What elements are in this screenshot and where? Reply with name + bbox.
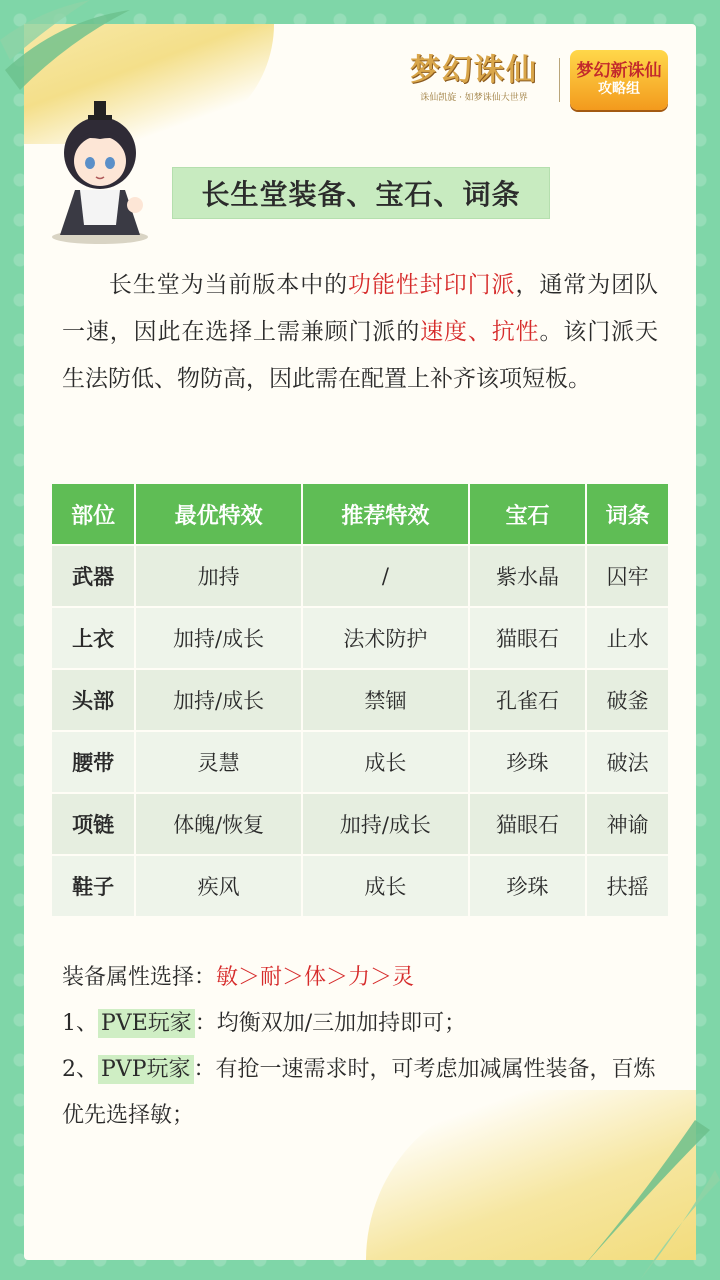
logo-area <box>399 45 668 115</box>
intro-highlight-1: 功能性封印门派 <box>348 272 516 298</box>
intro-text-2: ，通常为团队一速，因此在选择上需兼顾门派的 <box>62 272 659 345</box>
table-header-cell: 部位 <box>52 484 136 546</box>
table-header-cell: 推荐特效 <box>303 484 470 546</box>
logo-divider <box>559 58 560 102</box>
item-number: 2、 <box>62 1057 98 1082</box>
bamboo-leaf-icon <box>0 0 140 110</box>
intro-text-3: 。该门派天生法防低、物防高，因此需在配置上补齐该项短板。 <box>62 319 658 392</box>
table-cell: 加持/成长 <box>136 670 303 732</box>
intro-highlight-2: 速度、抗性 <box>420 319 540 345</box>
table-cell: / <box>303 546 470 608</box>
table-cell: 体魄/恢复 <box>136 794 303 856</box>
pvp-tag: PVP玩家 <box>98 1055 194 1084</box>
table-cell: 珍珠 <box>470 732 588 794</box>
game-logo <box>399 52 549 108</box>
table-cell: 猫眼石 <box>470 608 588 670</box>
table-header-row <box>52 484 668 546</box>
table-cell: 武器 <box>52 546 136 608</box>
guide-badge-line1: 梦幻新诛仙 <box>576 61 662 81</box>
game-logo-main: 梦幻诛仙 <box>410 53 538 88</box>
game-logo-sub: 诛仙凯旋 · 如梦诛仙大世界 <box>420 93 528 103</box>
table-cell: 法术防护 <box>303 608 470 670</box>
pve-tag: PVE玩家 <box>98 1009 195 1038</box>
table-cell: 鞋子 <box>52 856 136 918</box>
table-cell: 成长 <box>303 856 470 918</box>
equipment-table <box>52 484 668 918</box>
table-cell: 止水 <box>587 608 668 670</box>
table-header-cell: 词条 <box>587 484 668 546</box>
table-cell: 紫水晶 <box>470 546 588 608</box>
pvp-text: ：有抢一速需求时，可考虑加减属性装备，百炼优先选择敏； <box>62 1057 656 1128</box>
table-row <box>52 546 668 608</box>
table-header-cell: 宝石 <box>470 484 588 546</box>
table-cell: 上衣 <box>52 608 136 670</box>
table-cell: 破釜 <box>587 670 668 732</box>
guide-badge <box>570 50 668 110</box>
attribute-order: 敏＞耐＞体＞力＞灵 <box>216 965 415 990</box>
table-row <box>52 732 668 794</box>
attribute-item-pve <box>62 1001 662 1047</box>
table-cell: 疾风 <box>136 856 303 918</box>
guide-badge-line2: 攻略组 <box>598 81 640 97</box>
table-row <box>52 670 668 732</box>
table-cell: 神谕 <box>587 794 668 856</box>
table-row <box>52 794 668 856</box>
pve-text: ：均衡双加/三加加持即可； <box>194 1011 467 1036</box>
table-cell: 囚牢 <box>587 546 668 608</box>
table-cell: 珍珠 <box>470 856 588 918</box>
table-cell: 头部 <box>52 670 136 732</box>
table-cell: 灵慧 <box>136 732 303 794</box>
table-cell: 成长 <box>303 732 470 794</box>
attribute-priority-line <box>62 955 662 1001</box>
table-cell: 加持 <box>136 546 303 608</box>
table-cell: 加持/成长 <box>303 794 470 856</box>
table-cell: 孔雀石 <box>470 670 588 732</box>
page-title: 长生堂装备、宝石、词条 <box>172 167 550 219</box>
table-header-cell: 最优特效 <box>136 484 303 546</box>
attribute-label: 装备属性选择： <box>62 965 217 990</box>
table-cell: 加持/成长 <box>136 608 303 670</box>
attribute-section <box>62 955 662 1139</box>
table-cell: 扶摇 <box>587 856 668 918</box>
table-cell: 项链 <box>52 794 136 856</box>
intro-paragraph <box>62 262 658 403</box>
table-cell: 猫眼石 <box>470 794 588 856</box>
table-row <box>52 856 668 918</box>
table-cell: 破法 <box>587 732 668 794</box>
table-row <box>52 608 668 670</box>
chibi-character-icon <box>40 95 160 245</box>
intro-text-1: 长生堂为当前版本中的 <box>108 272 349 298</box>
attribute-item-pvp <box>62 1047 662 1139</box>
table-cell: 禁锢 <box>303 670 470 732</box>
table-cell: 腰带 <box>52 732 136 794</box>
item-number: 1、 <box>62 1011 98 1036</box>
